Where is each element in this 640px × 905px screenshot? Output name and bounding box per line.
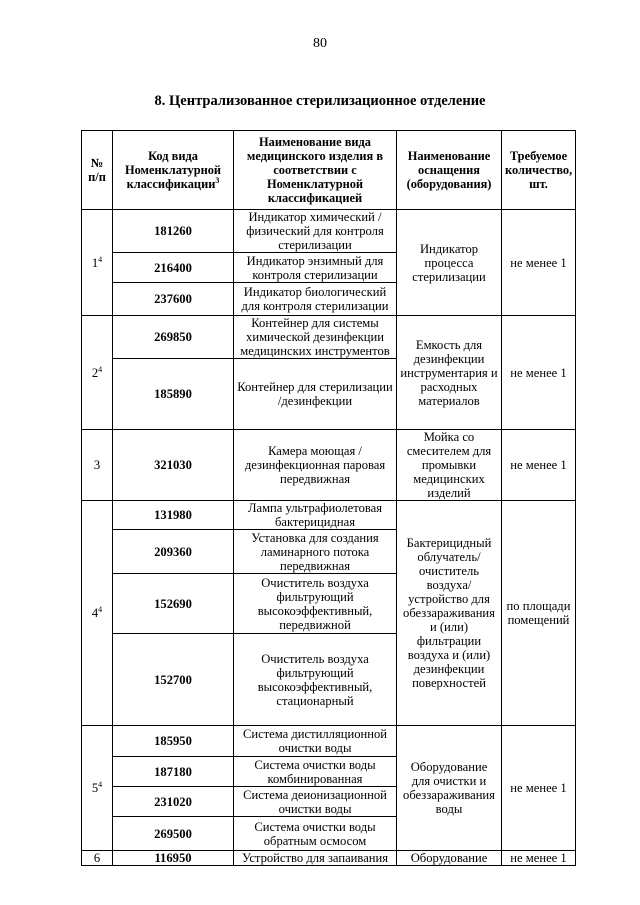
equipment-table [81, 130, 576, 866]
classification-code: 152690 [113, 574, 234, 634]
table-row [82, 430, 576, 501]
device-name: Очиститель воздуха фильтрующий высокоэффективный, стационарный [234, 634, 397, 726]
classification-code: 231020 [113, 787, 234, 817]
table-row [82, 210, 576, 253]
required-quantity: не менее 1 [502, 316, 576, 430]
device-name: Камера моющая /дезинфекционная паровая передвижная [234, 430, 397, 501]
equipment-name: Оборудование для очистки и обеззараживания воды [397, 726, 502, 851]
classification-code: 237600 [113, 283, 234, 316]
classification-code: 321030 [113, 430, 234, 501]
section-title: 8. Централизованное стерилизационное отделение [154, 93, 486, 109]
classification-code: 187180 [113, 757, 234, 787]
row-number: $2^4$ [82, 316, 113, 430]
classification-code: 269500 [113, 817, 234, 851]
required-quantity: по площади помещений [502, 501, 576, 726]
row-number: $1^4$ [82, 210, 113, 316]
device-name: Установка для создания ламинарного потока передвижная [234, 530, 397, 574]
table-body [82, 210, 576, 866]
table-row [82, 851, 576, 866]
classification-code: 185890 [113, 359, 234, 430]
equipment-name: Бактерицидный облучатель/ очиститель воздуха/ устройство для обеззараживания и (или) фильтрации воздуха и (или) дезинфекции поверхностей [397, 501, 502, 726]
classification-code: 216400 [113, 253, 234, 283]
classification-code: 269850 [113, 316, 234, 359]
device-name: Индикатор биологический для контроля стерилизации [234, 283, 397, 316]
required-quantity: не менее 1 [502, 430, 576, 501]
classification-code: 116950 [113, 851, 234, 866]
required-quantity: не менее 1 [502, 210, 576, 316]
required-quantity: не менее 1 [502, 726, 576, 851]
page-number: 80 [313, 36, 327, 51]
classification-code: 181260 [113, 210, 234, 253]
device-name: Система очистки воды обратным осмосом [234, 817, 397, 851]
equipment-name: Индикатор процесса стерилизации [397, 210, 502, 316]
device-name: Очиститель воздуха фильтрующий высокоэффективный, передвижной [234, 574, 397, 634]
header-code: Код вида Номенклатурной классификации$^3$ [113, 131, 234, 210]
header-equipment: Наименование оснащения (оборудования) [397, 131, 502, 210]
device-name: Система дистилляционной очистки воды [234, 726, 397, 757]
table-header-row [82, 131, 576, 210]
row-number: $4^4$ [82, 501, 113, 726]
device-name: Система очистки воды комбинированная [234, 757, 397, 787]
table-row [82, 726, 576, 757]
equipment-name: Мойка со смесителем для промывки медицинских изделий [397, 430, 502, 501]
header-name: Наименование вида медицинского изделия в соответствии с Номенклатурной классификацией [234, 131, 397, 210]
table-row [82, 501, 576, 530]
classification-code: 131980 [113, 501, 234, 530]
header-quantity: Требуемое количество, шт. [502, 131, 576, 210]
device-name: Устройство для запаивания [234, 851, 397, 866]
classification-code: 185950 [113, 726, 234, 757]
equipment-name: Оборудование [397, 851, 502, 866]
device-name: Индикатор химический /физический для контроля стерилизации [234, 210, 397, 253]
device-name: Контейнер для стерилизации /дезинфекции [234, 359, 397, 430]
row-number: 3 [82, 430, 113, 501]
device-name: Система деионизационной очистки воды [234, 787, 397, 817]
device-name: Индикатор энзимный для контроля стерилизации [234, 253, 397, 283]
header-num: № п/п [82, 131, 113, 210]
table-row [82, 316, 576, 359]
row-number: $5^4$ [82, 726, 113, 851]
row-number: 6 [82, 851, 113, 866]
classification-code: 152700 [113, 634, 234, 726]
device-name: Лампа ультрафиолетовая бактерицидная [234, 501, 397, 530]
equipment-name: Емкость для дезинфекции инструментария и расходных материалов [397, 316, 502, 430]
classification-code: 209360 [113, 530, 234, 574]
required-quantity: не менее 1 [502, 851, 576, 866]
device-name: Контейнер для системы химической дезинфекции медицинских инструментов [234, 316, 397, 359]
